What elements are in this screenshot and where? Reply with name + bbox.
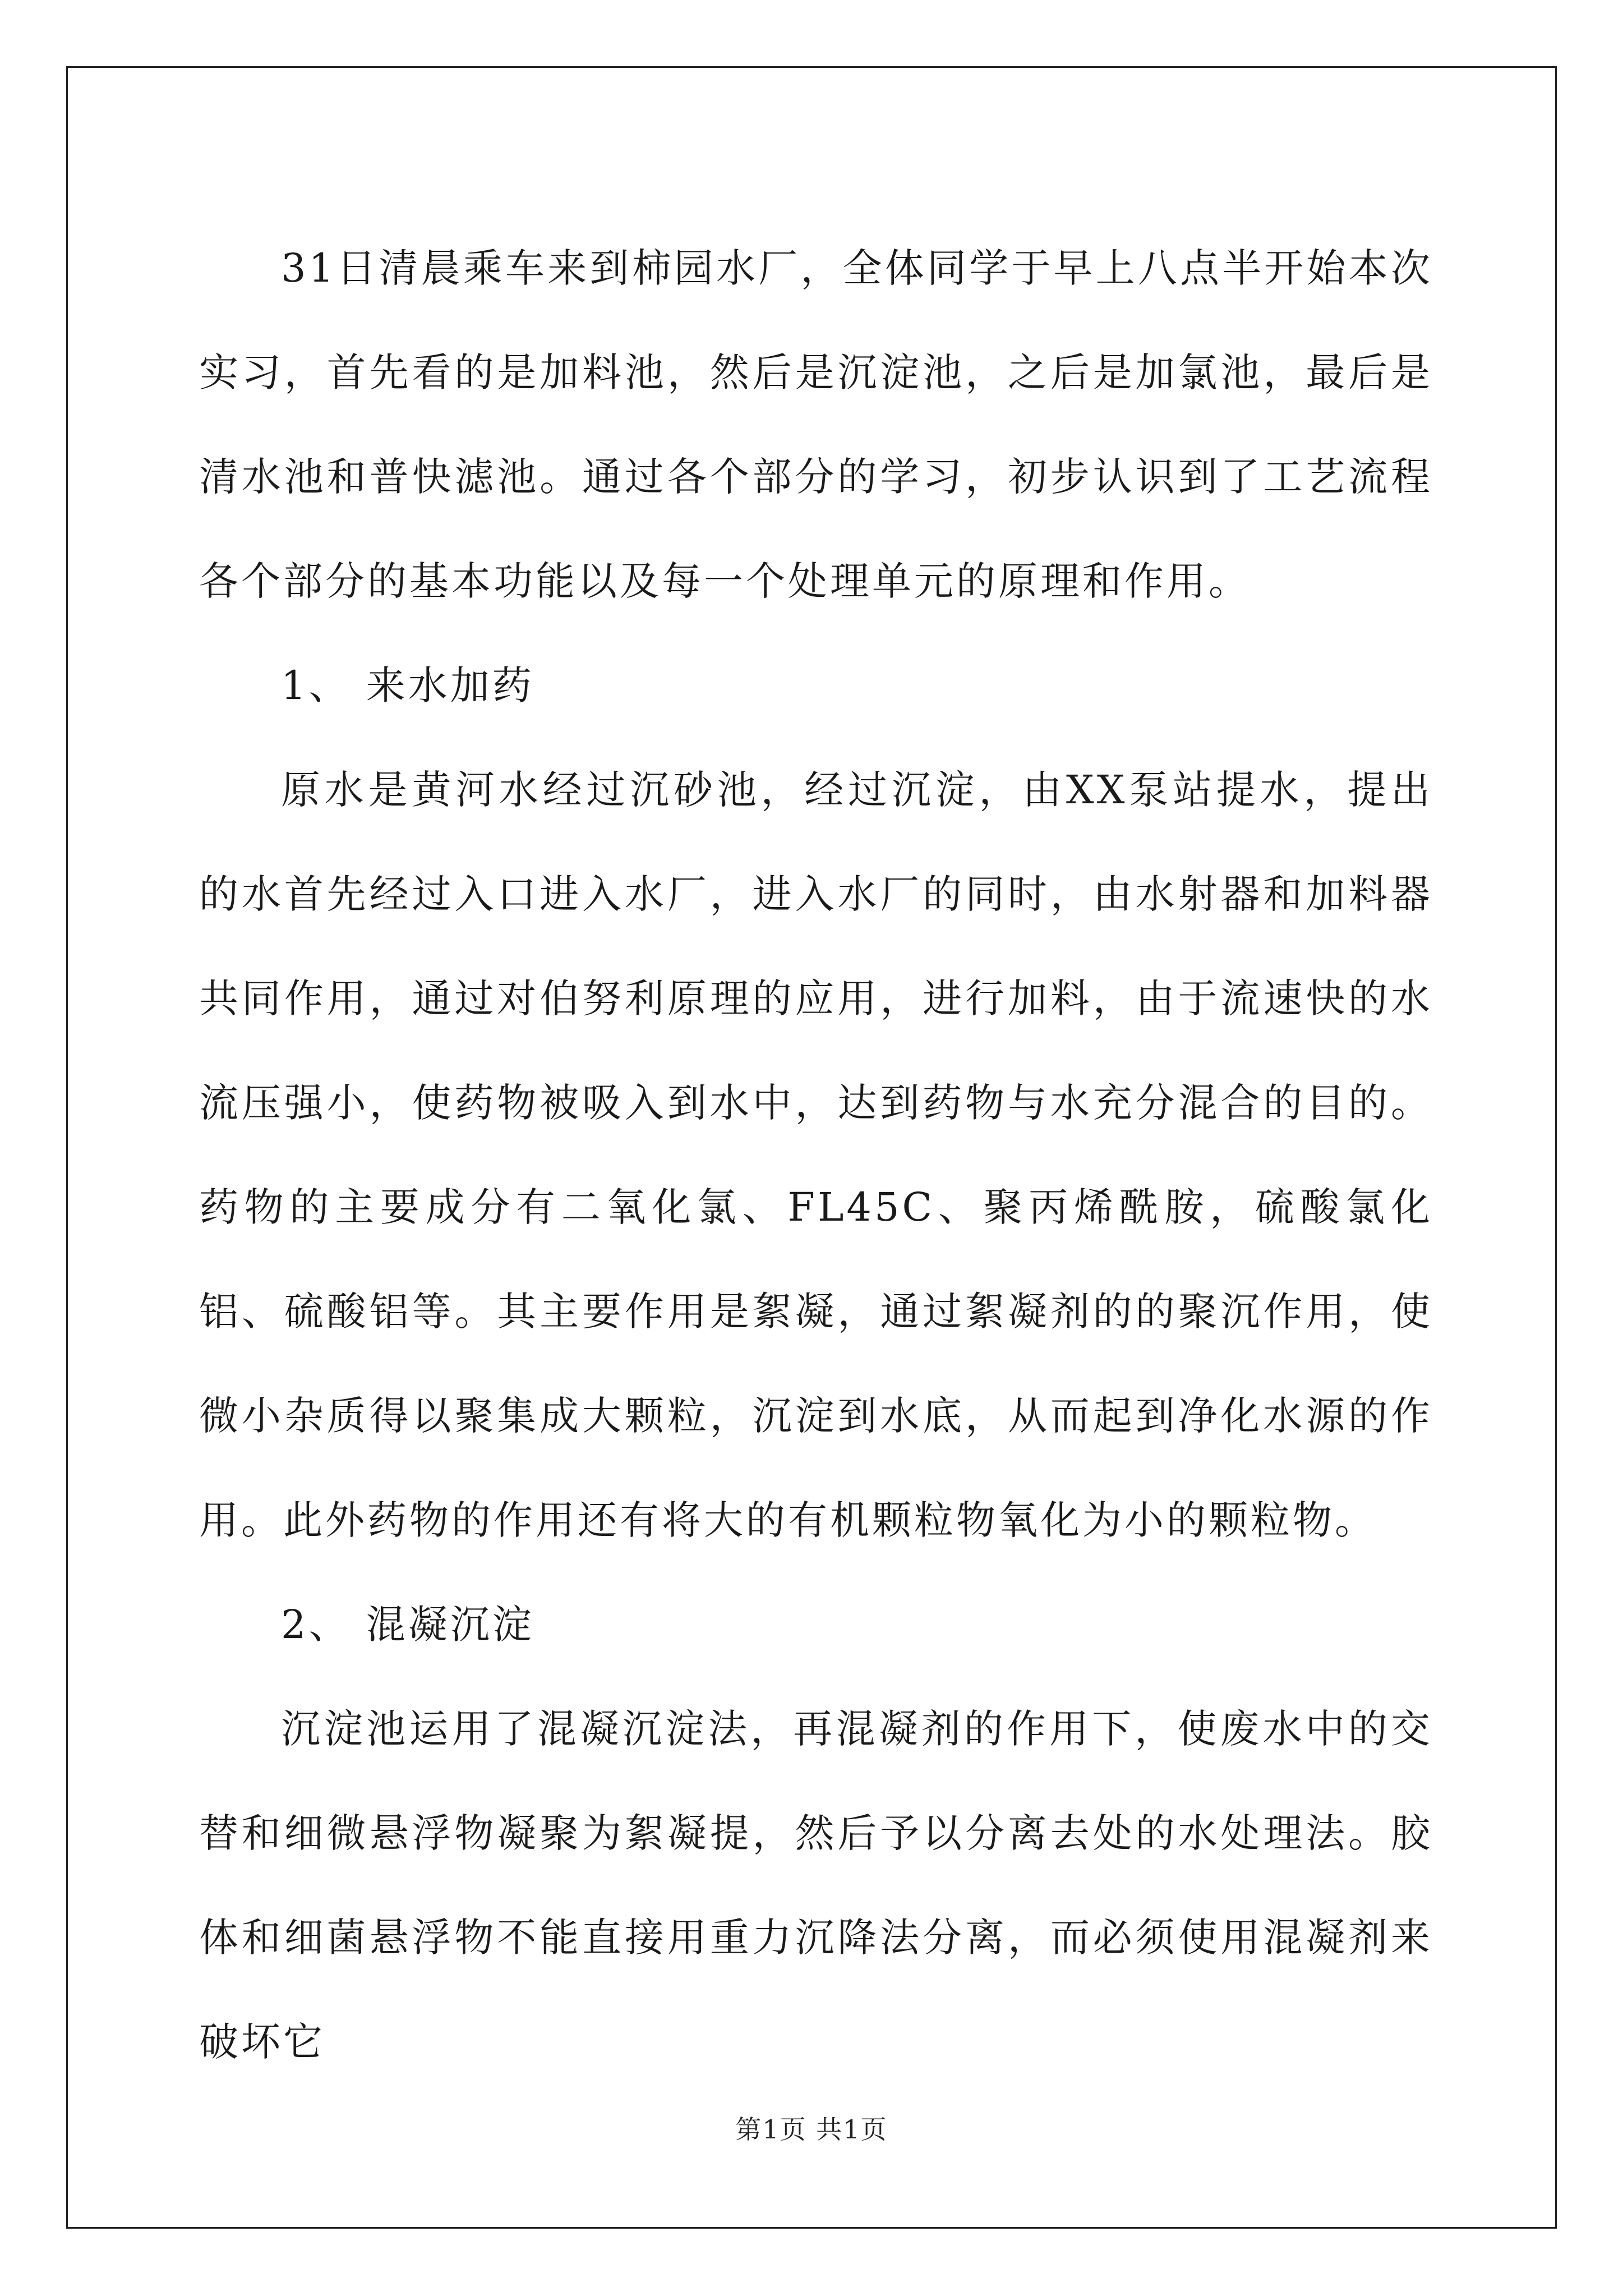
section-heading-1: 1、 来水加药 bbox=[281, 662, 534, 708]
section-heading-2: 2、 混凝沉淀 bbox=[281, 1602, 534, 1648]
page-footer: 第1页 共1页 bbox=[735, 2114, 888, 2145]
paragraph-section-2: 沉淀池运用了混凝沉淀法，再混凝剂的作用下，使废水中的交替和细微悬浮物凝聚为絮凝提，然后予以分离去处的水处理法。胶体和细菌悬浮物不能直接用重力沉降法分离，而必须使用混凝剂来破坏它 bbox=[199, 1706, 1433, 2065]
paragraph-section-1: 原水是黄河水经过沉砂池，经过沉淀，由XX泵站提水，提出的水首先经过入口进入水厂，进入水厂的同时，由水射器和加料器共同作用，通过对伯努利原理的应用，进行加料，由于流速快的水流压强小，使药物被吸入到水中，达到药物与水充分混合的目的。药物的主要成分有二氧化氯、FL45C、聚丙烯酰胺，硫酸氯化铝、硫酸铝等。其主要作用是絮凝，通过絮凝剂的的聚沉作用，使微小杂质得以聚集成大颗粒，沉淀到水底，从而起到净化水源的作用。此外药物的作用还有将大的有机颗粒物氧化为小的颗粒物。 bbox=[199, 767, 1433, 1543]
document-body bbox=[199, 216, 1433, 2094]
paragraph-intro: 31日清晨乘车来到柿园水厂，全体同学于早上八点半开始本次实习，首先看的是加料池，然后是沉淀池，之后是加氯池，最后是清水池和普快滤池。通过各个部分的学习，初步认识到了工艺流程各个部分的基本功能以及每一个处理单元的原理和作用。 bbox=[199, 245, 1433, 604]
